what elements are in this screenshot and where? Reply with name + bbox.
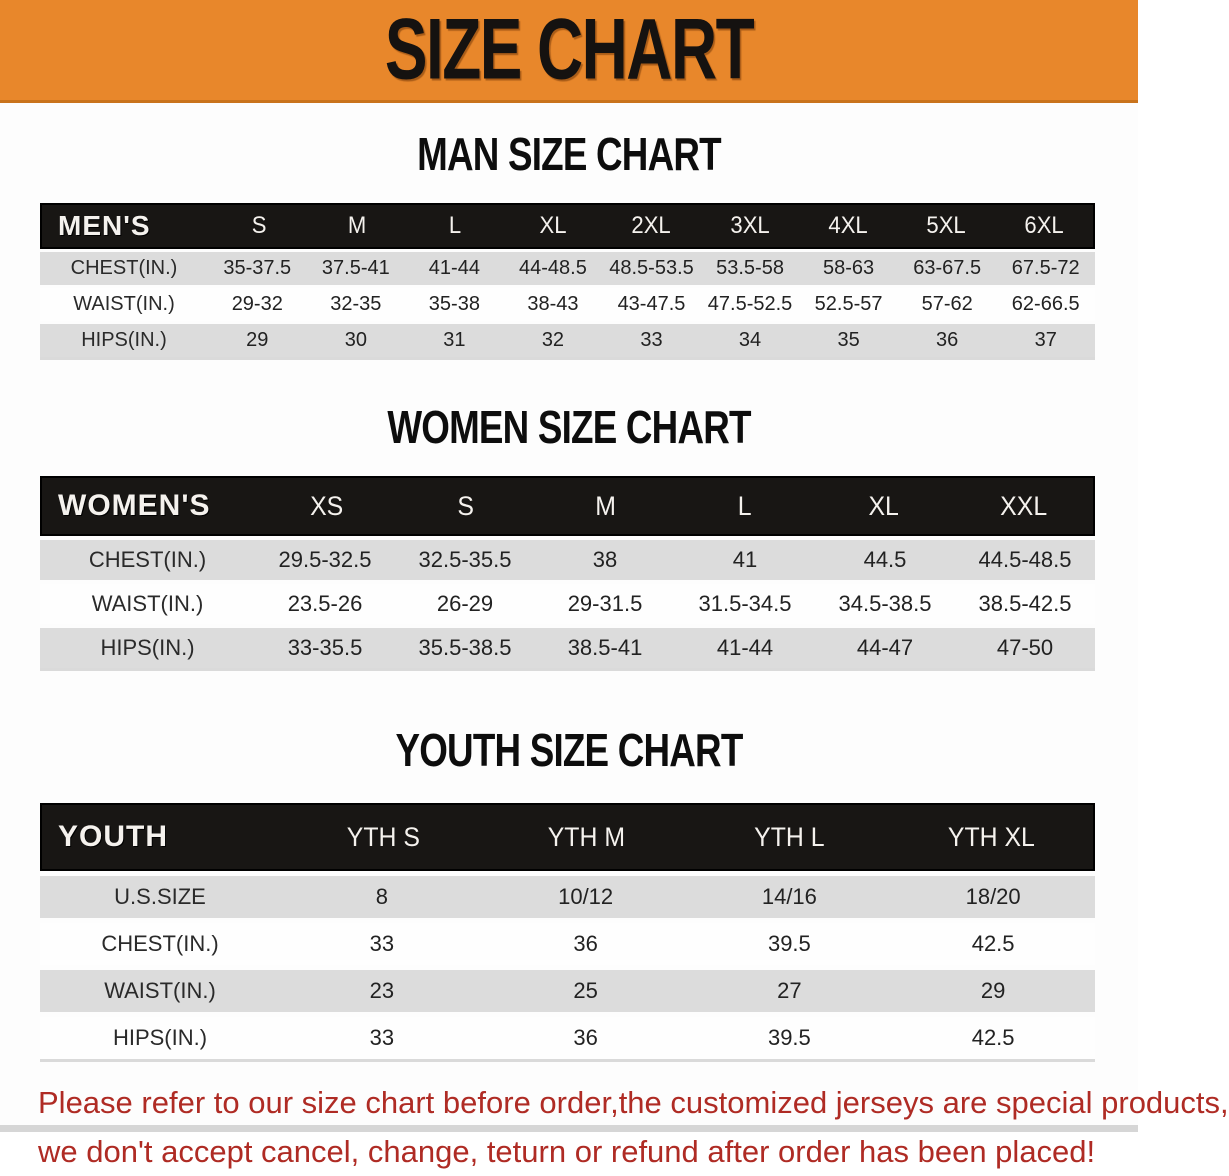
table-cell: 29.5-32.5 — [278, 547, 372, 572]
column-header: 5XL — [926, 212, 966, 239]
column-header: 3XL — [729, 212, 770, 239]
table-cell: 18/20 — [965, 884, 1021, 909]
column-header: L — [449, 212, 462, 239]
table-row — [40, 324, 1095, 357]
row-label: HIPS(IN.) — [81, 329, 167, 351]
table-cell: 38 — [592, 547, 618, 572]
table-cell: 42.5 — [971, 1025, 1015, 1050]
row-label: CHEST(IN.) — [70, 257, 178, 279]
section-youth — [0, 723, 1138, 1062]
disclaimer-line-1: Please refer to our size chart before order,the customized jerseys are special products, — [38, 1085, 1229, 1120]
table-cell: 41-44 — [428, 257, 480, 279]
table-row — [40, 970, 1095, 1012]
table-group-label: WOMEN'S — [58, 489, 211, 522]
table-cell: 31 — [443, 329, 466, 351]
table-cell: 35-38 — [428, 293, 480, 315]
table-cell: 38-43 — [527, 293, 579, 315]
table-cell: 44-48.5 — [519, 257, 587, 279]
table-cell: 27 — [777, 978, 802, 1003]
banner-title: SIZE CHART — [384, 1, 754, 98]
table-cell: 34 — [738, 329, 762, 351]
column-header: S — [457, 490, 475, 521]
table-cell: 52.5-57 — [814, 293, 883, 315]
table-row — [40, 876, 1095, 918]
table-cell: 37.5-41 — [321, 257, 390, 279]
table-cell: 47-50 — [996, 635, 1054, 660]
column-header: S — [251, 212, 267, 239]
women-section-heading: WOMEN SIZE CHART — [387, 401, 751, 453]
row-label: WAIST(IN.) — [104, 978, 216, 1003]
row-label: CHEST(IN.) — [101, 931, 219, 956]
banner — [0, 0, 1138, 103]
table-header-row — [40, 203, 1095, 249]
table-cell: 44.5-48.5 — [978, 547, 1072, 572]
table-cell: 41-44 — [716, 635, 774, 660]
table-group-label: YOUTH — [58, 820, 168, 853]
table-cell: 23.5-26 — [287, 591, 363, 616]
column-header: XL — [868, 490, 900, 521]
table-cell: 32-35 — [330, 293, 382, 315]
table-row — [40, 252, 1095, 285]
table-cell: 23 — [369, 978, 395, 1003]
table-cell: 29 — [246, 329, 269, 351]
column-header: M — [594, 490, 616, 521]
table-cell: 44-47 — [856, 635, 914, 660]
table-cell: 39.5 — [767, 931, 811, 956]
table-cell: 29-32 — [231, 293, 283, 315]
table-cell: 33-35.5 — [287, 635, 363, 660]
men-size-table — [40, 203, 1095, 360]
row-label: HIPS(IN.) — [100, 635, 195, 660]
disclaimer-line-2: we don't accept cancel, change, teturn or refund after order has been placed! — [38, 1134, 1096, 1169]
youth-size-table — [40, 803, 1095, 1062]
table-cell: 44.5 — [863, 547, 907, 572]
table-row — [40, 923, 1095, 965]
column-header: XS — [310, 490, 344, 521]
column-header: XXL — [999, 490, 1047, 521]
column-header: L — [737, 490, 752, 521]
table-cell: 39.5 — [767, 1025, 811, 1050]
column-header: 4XL — [828, 212, 868, 239]
table-cell: 33 — [640, 329, 663, 351]
table-group-label: MEN'S — [58, 210, 151, 241]
table-cell: 25 — [573, 978, 598, 1003]
table-cell: 43-47.5 — [617, 293, 686, 315]
column-header: XL — [539, 212, 567, 239]
row-label: HIPS(IN.) — [112, 1025, 208, 1050]
table-cell: 38.5-42.5 — [978, 591, 1072, 616]
table-cell: 58-63 — [823, 257, 875, 279]
table-row — [40, 1017, 1095, 1059]
table-cell: 67.5-72 — [1011, 257, 1080, 279]
table-cell: 37 — [1034, 329, 1057, 351]
table-cell: 63-67.5 — [913, 257, 982, 279]
column-header: YTH L — [753, 821, 825, 852]
table-cell: 48.5-53.5 — [609, 257, 694, 279]
table-cell: 8 — [375, 884, 388, 909]
table-cell: 57-62 — [921, 293, 973, 315]
table-cell: 30 — [344, 329, 367, 351]
table-cell: 35-37.5 — [223, 257, 292, 279]
table-cell: 32 — [541, 329, 565, 351]
column-header: 2XL — [631, 212, 672, 239]
table-cell: 10/12 — [558, 884, 614, 909]
table-cell: 47.5-52.5 — [707, 293, 793, 315]
table-row — [40, 628, 1095, 668]
table-cell: 36 — [573, 1025, 598, 1050]
women-size-table — [40, 476, 1095, 671]
table-header-row — [40, 803, 1095, 871]
table-cell: 33 — [369, 1025, 395, 1050]
row-label: WAIST(IN.) — [91, 591, 204, 616]
column-header: 6XL — [1024, 212, 1064, 239]
youth-section-heading: YOUTH SIZE CHART — [395, 724, 743, 776]
table-cell: 26-29 — [436, 591, 494, 616]
table-cell: 42.5 — [971, 931, 1015, 956]
table-cell: 53.5-58 — [716, 257, 784, 279]
table-row — [40, 584, 1095, 624]
column-header: M — [347, 212, 367, 239]
bottom-strip — [0, 1125, 1138, 1132]
table-row — [40, 288, 1095, 321]
column-header: YTH S — [346, 821, 420, 852]
table-cell: 36 — [573, 931, 598, 956]
section-women — [0, 400, 1138, 671]
table-cell: 29-31.5 — [567, 591, 643, 616]
table-cell: 34.5-38.5 — [838, 591, 932, 616]
column-header: YTH M — [547, 821, 625, 852]
table-row — [40, 540, 1095, 580]
row-label: U.S.SIZE — [114, 884, 206, 909]
table-cell: 32.5-35.5 — [418, 547, 512, 572]
table-cell: 31.5-34.5 — [698, 591, 792, 616]
table-cell: 62-66.5 — [1011, 293, 1080, 315]
table-cell: 36 — [936, 329, 959, 351]
men-section-heading: MAN SIZE CHART — [417, 128, 721, 180]
table-cell: 29 — [980, 978, 1006, 1003]
table-cell: 33 — [369, 931, 395, 956]
table-cell: 35 — [837, 329, 860, 351]
row-label: WAIST(IN.) — [73, 293, 175, 315]
row-label: CHEST(IN.) — [88, 547, 207, 572]
table-cell: 41 — [732, 547, 758, 572]
table-cell: 35.5-38.5 — [418, 635, 512, 660]
section-men — [0, 127, 1138, 360]
table-cell: 14/16 — [761, 884, 817, 909]
table-header-row — [40, 476, 1095, 536]
column-header: YTH XL — [948, 821, 1036, 852]
table-cell: 38.5-41 — [567, 635, 643, 660]
